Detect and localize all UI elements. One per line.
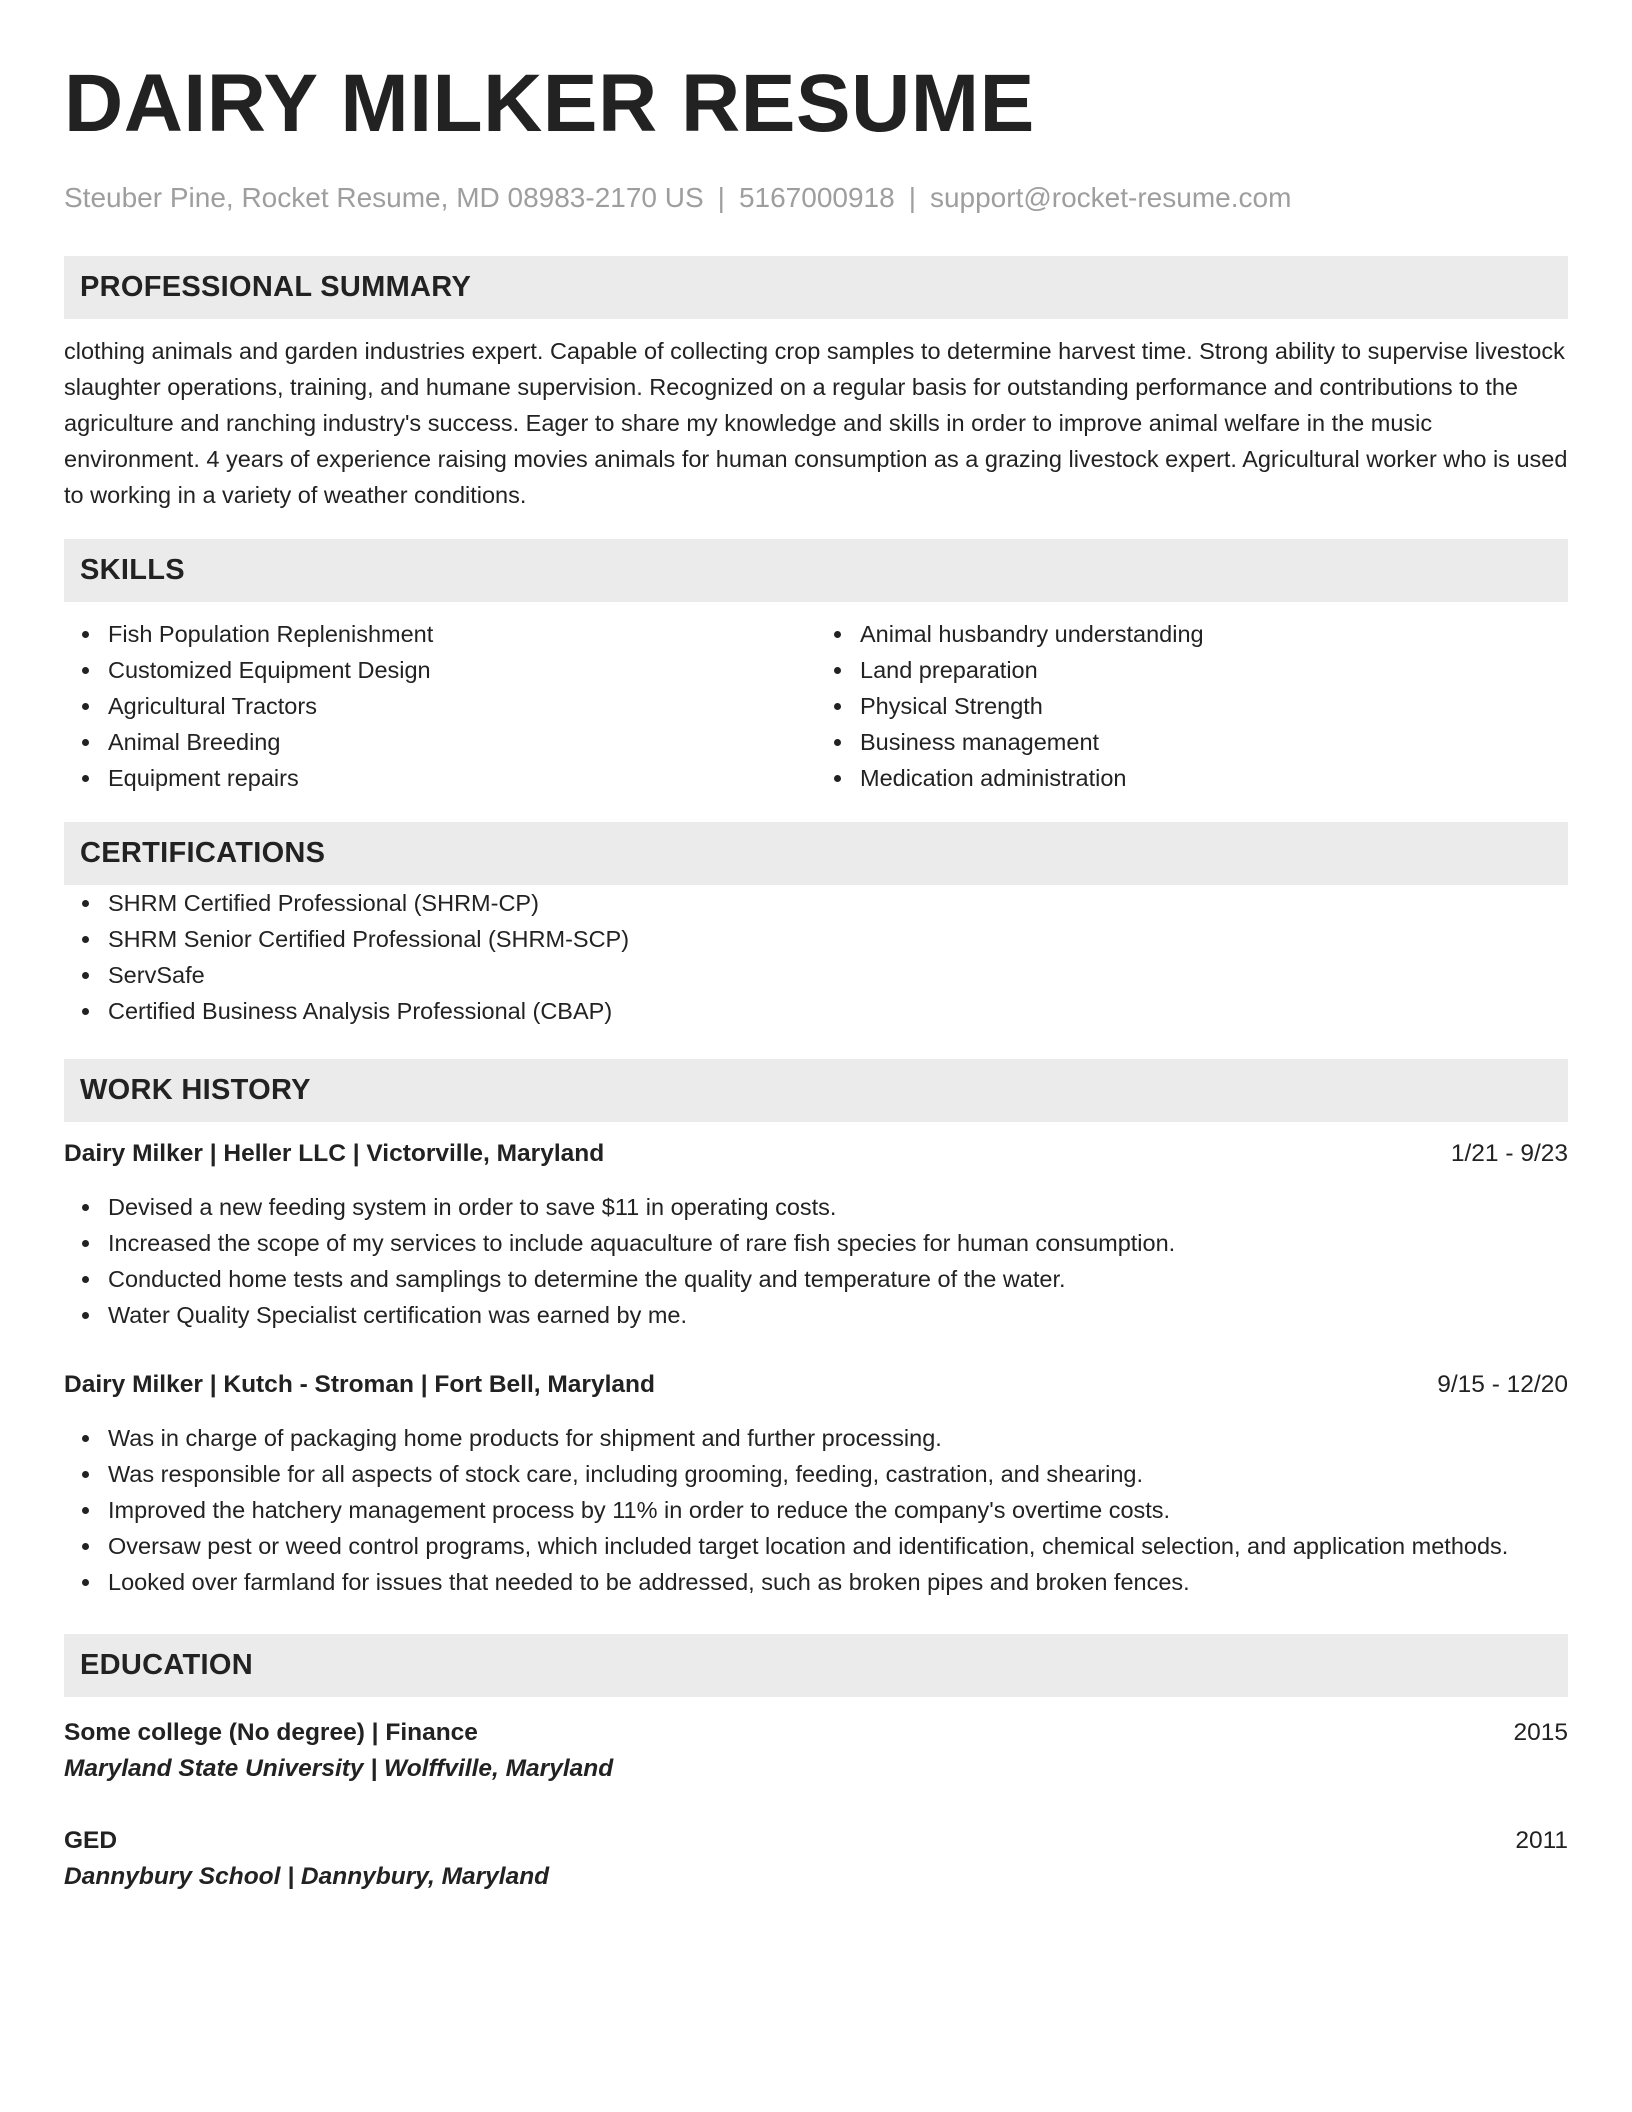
job-heading-row bbox=[64, 1136, 1568, 1172]
job-heading-row bbox=[64, 1367, 1568, 1403]
summary-text: clothing animals and garden industries expert. Capable of collecting crop samples to determine harvest time. Strong ability to supervise livestock slaughter operations, training, and humane supervision. Recognized on a regular basis for outstanding performance and contributions to the agriculture and ranching industry's success. Eager to share my knowledge and skills in order to improve animal welfare in the music environment. 4 years of experience raising movies animals for human consumption as a grazing livestock expert. Agricultural worker who is used to working in a variety of weather conditions. bbox=[64, 338, 1568, 508]
job-bullets bbox=[64, 1189, 1568, 1333]
education-entry bbox=[64, 1823, 1568, 1895]
education-school: Dannybury School | Dannybury, Maryland bbox=[64, 1863, 550, 1890]
education-degree: GED bbox=[64, 1827, 118, 1854]
education-heading-row bbox=[64, 1715, 1568, 1751]
skill-item: Medication administration bbox=[816, 760, 1568, 796]
skill-item: Animal Breeding bbox=[64, 724, 816, 760]
section-header-summary: PROFESSIONAL SUMMARY bbox=[64, 256, 1568, 319]
section-header-skills: SKILLS bbox=[64, 539, 1568, 602]
skill-item: Physical Strength bbox=[816, 688, 1568, 724]
job-bullet: Water Quality Specialist certification was earned by me. bbox=[64, 1297, 1568, 1333]
education-degree: Some college (No degree) | Finance bbox=[64, 1719, 478, 1746]
job-bullet: Improved the hatchery management process by 11% in order to reduce the company's overtime costs. bbox=[64, 1492, 1568, 1528]
skill-item: Equipment repairs bbox=[64, 760, 816, 796]
job-entry bbox=[64, 1367, 1568, 1600]
resume-title: DAIRY MILKER RESUME bbox=[64, 58, 1035, 149]
contact-phone: 5167000918 bbox=[738, 182, 895, 213]
job-title: Dairy Milker | Heller LLC | Victorville, Maryland bbox=[64, 1140, 605, 1167]
job-bullet: Conducted home tests and samplings to determine the quality and temperature of the water. bbox=[64, 1261, 1568, 1297]
contact-line bbox=[64, 180, 1568, 216]
section-header-education: EDUCATION bbox=[64, 1634, 1568, 1697]
education-entry bbox=[64, 1715, 1568, 1787]
skill-item: Business management bbox=[816, 724, 1568, 760]
job-bullet: Oversaw pest or weed control programs, which included target location and identification, chemical selection, and application methods. bbox=[64, 1528, 1568, 1564]
job-bullet: Devised a new feeding system in order to save $11 in operating costs. bbox=[64, 1189, 1568, 1225]
education-year: 2011 bbox=[1515, 1827, 1568, 1854]
contact-separator: | bbox=[717, 182, 725, 213]
skills-list-left bbox=[64, 616, 816, 796]
education-heading-row bbox=[64, 1823, 1568, 1859]
certifications-list bbox=[64, 885, 1568, 1029]
education-year: 2015 bbox=[1513, 1719, 1568, 1746]
certification-item: Certified Business Analysis Professional (CBAP) bbox=[64, 993, 1568, 1029]
job-bullet: Looked over farmland for issues that needed to be addressed, such as broken pipes and broken fences. bbox=[64, 1564, 1568, 1600]
section-header-certifications: CERTIFICATIONS bbox=[64, 822, 1568, 885]
skill-item: Fish Population Replenishment bbox=[64, 616, 816, 652]
job-bullet: Increased the scope of my services to include aquaculture of rare fish species for human consumption. bbox=[64, 1225, 1568, 1261]
certification-item: ServSafe bbox=[64, 957, 1568, 993]
certification-item: SHRM Senior Certified Professional (SHRM-SCP) bbox=[64, 921, 1568, 957]
skill-item: Land preparation bbox=[816, 652, 1568, 688]
skill-item: Customized Equipment Design bbox=[64, 652, 816, 688]
skill-item: Agricultural Tractors bbox=[64, 688, 816, 724]
section-header-work-history: WORK HISTORY bbox=[64, 1059, 1568, 1122]
job-bullet: Was in charge of packaging home products for shipment and further processing. bbox=[64, 1420, 1568, 1456]
job-dates: 9/15 - 12/20 bbox=[1437, 1371, 1568, 1398]
education-school: Maryland State University | Wolffville, Maryland bbox=[64, 1755, 614, 1782]
skill-item: Animal husbandry understanding bbox=[816, 616, 1568, 652]
certification-item: SHRM Certified Professional (SHRM-CP) bbox=[64, 885, 1568, 921]
job-bullets bbox=[64, 1420, 1568, 1600]
job-title: Dairy Milker | Kutch - Stroman | Fort Bell, Maryland bbox=[64, 1371, 655, 1398]
contact-address: Steuber Pine, Rocket Resume, MD 08983-2170 US bbox=[64, 182, 704, 213]
skills-grid bbox=[64, 616, 1568, 796]
job-dates: 1/21 - 9/23 bbox=[1450, 1140, 1568, 1167]
contact-email[interactable]: support@rocket-resume.com bbox=[929, 182, 1292, 213]
job-bullet: Was responsible for all aspects of stock care, including grooming, feeding, castration, and shearing. bbox=[64, 1456, 1568, 1492]
job-entry bbox=[64, 1136, 1568, 1333]
skills-list-right bbox=[816, 616, 1568, 796]
contact-separator: | bbox=[908, 182, 916, 213]
